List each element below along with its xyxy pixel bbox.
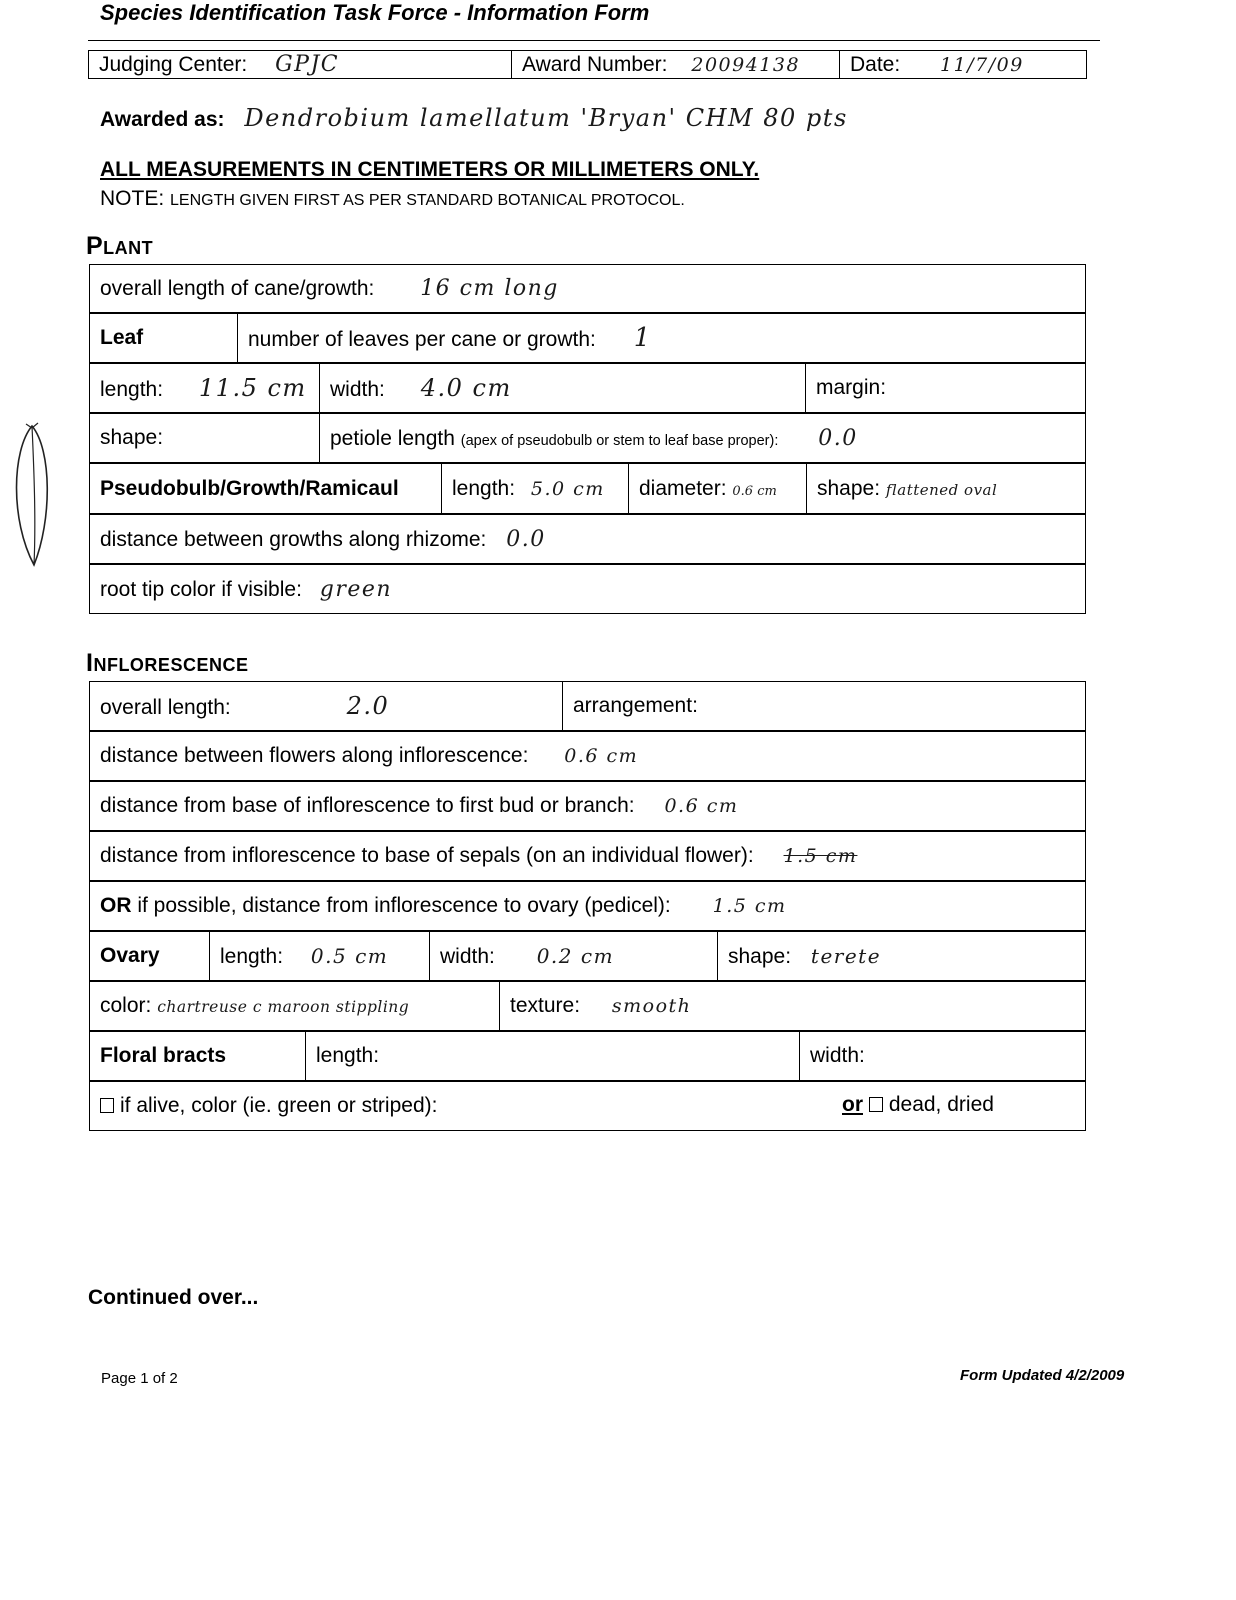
pedicel-distance-label: if possible, distance from inflorescence to ovary (pedicel): — [137, 894, 671, 917]
rhizome-distance-value: 0.0 — [506, 526, 546, 552]
root-tip-field[interactable] — [90, 565, 1086, 614]
leaf-label: Leaf — [90, 314, 238, 363]
root-tip-label: root tip color if visible: — [100, 577, 302, 601]
inflor-table-overall — [89, 681, 1086, 731]
ovary-texture-label: texture: — [510, 994, 581, 1017]
form-updated-date: Form Updated 4/2/2009 — [960, 1367, 1125, 1384]
flowers-distance-value: 0.6 cm — [564, 745, 639, 767]
ovary-width-field[interactable] — [430, 932, 718, 981]
pedicel-distance-field[interactable] — [90, 882, 1086, 931]
ovary-color-field[interactable] — [90, 982, 500, 1031]
plant-table-leafdims — [89, 363, 1086, 413]
note-label: NOTE: — [100, 187, 165, 210]
award-number-field[interactable] — [512, 51, 840, 79]
pseudobulb-label: Pseudobulb/Growth/Ramicaul — [90, 464, 442, 514]
leaves-per-cane-field[interactable] — [238, 314, 1086, 363]
or-label: or — [842, 1093, 863, 1116]
plant-table-shape — [89, 413, 1086, 463]
petiole-label: petiole length — [330, 426, 455, 450]
pseudobulb-diameter-field[interactable] — [629, 464, 807, 514]
margin-label: margin: — [816, 376, 887, 399]
note-text: LENGTH GIVEN FIRST AS PER STANDARD BOTANICAL PROTOCOL. — [170, 192, 685, 209]
arrangement-field[interactable] — [563, 682, 1086, 731]
flowers-distance-field[interactable] — [90, 732, 1086, 781]
leaf-width-label: width: — [330, 378, 385, 401]
ovary-color-value: chartreuse c maroon stippling — [157, 998, 410, 1016]
cane-length-field[interactable] — [90, 265, 1086, 313]
pedicel-or-label: OR — [100, 894, 132, 917]
arrangement-label: arrangement: — [573, 694, 698, 717]
judging-center-field[interactable] — [89, 51, 512, 79]
leaf-sketch-icon — [6, 420, 58, 570]
rhizome-distance-field[interactable] — [90, 515, 1086, 564]
pseudobulb-shape-value: flattened oval — [885, 480, 998, 499]
protocol-note — [100, 187, 685, 211]
floral-bracts-label: Floral bracts — [90, 1032, 306, 1081]
ovary-texture-field[interactable] — [500, 982, 1086, 1031]
inflor-table-ovary — [89, 931, 1086, 981]
ovary-color-label: color: — [100, 994, 152, 1017]
continued-note: Continued over... — [88, 1286, 259, 1309]
inflor-table-color — [89, 981, 1086, 1031]
inflorescence-length-value: 2.0 — [346, 692, 390, 720]
inflor-table-flowers — [89, 731, 1086, 781]
leaf-width-field[interactable] — [320, 364, 806, 413]
inflor-table-alive — [89, 1081, 1086, 1131]
leaf-shape-field[interactable] — [90, 414, 320, 463]
first-bud-distance-field[interactable] — [90, 782, 1086, 831]
bracts-length-field[interactable] — [306, 1032, 800, 1081]
sepals-distance-value: 1.5 cm — [783, 845, 858, 867]
awarded-as-field[interactable] — [100, 104, 848, 132]
rhizome-distance-label: distance between growths along rhizome: — [100, 527, 487, 551]
date-field[interactable] — [840, 51, 1087, 79]
petiole-value: 0.0 — [818, 425, 858, 451]
inflorescence-length-field[interactable] — [90, 682, 563, 731]
judging-center-label: Judging Center: — [99, 53, 248, 76]
bracts-condition-field — [90, 1082, 1086, 1131]
cane-length-value: 16 cm long — [420, 276, 559, 301]
date-value: 11/7/09 — [940, 53, 1024, 76]
ovary-shape-field[interactable] — [718, 932, 1086, 981]
bracts-width-field[interactable] — [800, 1032, 1086, 1081]
ovary-length-label: length: — [220, 944, 284, 968]
leaf-length-value: 11.5 cm — [198, 374, 307, 402]
dead-dried-label: dead, dried — [888, 1093, 994, 1116]
leaf-width-value: 4.0 cm — [420, 374, 512, 402]
flowers-distance-label: distance between flowers along inflorescence: — [100, 744, 529, 767]
petiole-length-field[interactable] — [320, 414, 1086, 463]
header-table — [88, 50, 1087, 79]
judging-center-value: GPJC — [275, 52, 340, 77]
measurements-notice: ALL MEASUREMENTS IN CENTIMETERS OR MILLIMETERS ONLY. — [100, 158, 760, 181]
form-title: Species Identification Task Force - Information Form — [100, 0, 650, 25]
page-number: Page 1 of 2 — [101, 1370, 178, 1387]
ovary-width-value: 0.2 cm — [536, 943, 615, 968]
title-divider — [88, 40, 1100, 41]
date-label: Date: — [850, 52, 901, 76]
award-number-label: Award Number: — [522, 52, 668, 76]
pseudobulb-diameter-value: 0.6 cm — [732, 483, 777, 499]
inflorescence-heading: Inflorescence — [86, 649, 249, 677]
plant-table-rhizome — [89, 514, 1086, 564]
leaf-length-field[interactable] — [90, 364, 320, 413]
inflor-table-sepals — [89, 831, 1086, 881]
pseudobulb-shape-label: shape: — [817, 476, 881, 500]
petiole-note: (apex of pseudobulb or stem to leaf base proper): — [460, 432, 779, 449]
ovary-label: Ovary — [90, 932, 210, 981]
leaf-length-label: length: — [100, 378, 164, 401]
sepals-distance-label: distance from inflorescence to base of sepals (on an individual flower): — [100, 844, 754, 867]
dead-checkbox[interactable] — [869, 1097, 883, 1112]
ovary-shape-label: shape: — [728, 944, 792, 968]
ovary-texture-value: smooth — [611, 995, 692, 1017]
leaf-shape-label: shape: — [100, 426, 164, 449]
award-number-value: 20094138 — [691, 53, 801, 76]
bracts-width-label: width: — [810, 1044, 865, 1067]
dead-option — [842, 1093, 994, 1117]
first-bud-distance-value: 0.6 cm — [664, 795, 739, 817]
plant-heading: Plant — [86, 232, 154, 260]
pedicel-distance-value: 1.5 cm — [712, 895, 787, 917]
leaves-per-cane-value: 1 — [633, 323, 652, 353]
sepals-distance-field[interactable] — [90, 832, 1086, 881]
inflor-table-firstbud — [89, 781, 1086, 831]
pseudobulb-length-value: 5.0 cm — [530, 477, 605, 500]
ovary-width-label: width: — [440, 944, 495, 968]
pseudobulb-shape-field[interactable] — [807, 464, 1086, 514]
ovary-length-value: 0.5 cm — [310, 943, 389, 968]
inflor-table-bracts — [89, 1031, 1086, 1081]
pseudobulb-length-label: length: — [452, 476, 516, 500]
awarded-as-label: Awarded as: — [100, 108, 225, 131]
inflor-table-pedicel — [89, 881, 1086, 931]
plant-table-pseudobulb — [89, 463, 1086, 514]
pseudobulb-diameter-label: diameter: — [639, 476, 727, 500]
plant-table-row1 — [89, 264, 1086, 313]
alive-checkbox[interactable] — [100, 1098, 114, 1113]
pseudobulb-length-field[interactable] — [442, 464, 629, 514]
ovary-length-field[interactable] — [210, 932, 430, 981]
cane-length-label: overall length of cane/growth: — [100, 277, 375, 300]
plant-table-roottip — [89, 564, 1086, 614]
first-bud-distance-label: distance from base of inflorescence to first bud or branch: — [100, 794, 635, 817]
alive-color-label: if alive, color (ie. green or striped): — [120, 1094, 438, 1117]
leaves-per-cane-label: number of leaves per cane or growth: — [248, 328, 596, 351]
bracts-length-label: length: — [316, 1044, 380, 1067]
margin-field[interactable] — [806, 364, 1086, 413]
plant-table-leaf — [89, 313, 1086, 363]
root-tip-value: green — [319, 576, 393, 602]
awarded-as-value: Dendrobium lamellatum 'Bryan' CHM 80 pts — [244, 104, 848, 132]
inflorescence-length-label: overall length: — [100, 696, 231, 719]
ovary-shape-value: terete — [810, 943, 882, 968]
